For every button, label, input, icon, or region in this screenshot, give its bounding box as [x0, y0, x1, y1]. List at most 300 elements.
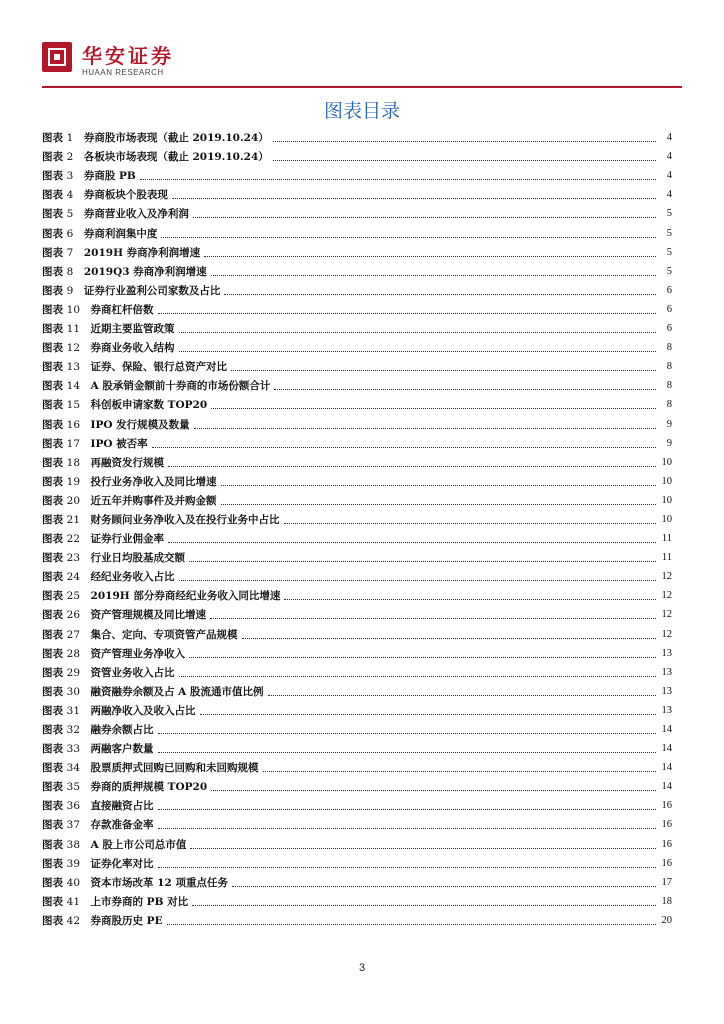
toc-figure-title: 资本市场改革 12 项重点任务	[90, 876, 228, 889]
toc-dot-leader	[221, 484, 656, 486]
toc-page-number: 12	[661, 609, 672, 621]
toc-figure-number: 6	[66, 227, 74, 240]
toc-figure-word: 图表	[42, 819, 63, 832]
toc-entry-label	[42, 570, 175, 584]
toc-entry-label	[42, 799, 154, 813]
toc-dot-leader	[152, 446, 656, 448]
toc-figure-title: 各板块市场表现（截止 2019.10.24）	[83, 151, 269, 164]
toc-figure-number: 9	[66, 284, 74, 297]
toc-figure-number: 23	[66, 552, 81, 565]
toc-dot-leader	[263, 770, 656, 772]
toc-entry[interactable]	[42, 145, 672, 164]
toc-page-number: 11	[661, 552, 672, 564]
toc-figure-title: 近五年并购事件及并购金额	[90, 494, 217, 507]
toc-entry-label	[42, 513, 280, 527]
toc-figure-word: 图表	[42, 246, 63, 259]
toc-page-number: 16	[661, 800, 672, 812]
toc-dot-leader	[284, 522, 656, 524]
toc-figure-title: 券商营业收入及净利润	[83, 208, 189, 221]
toc-figure-number: 11	[66, 323, 81, 336]
toc-entry-label	[42, 551, 185, 565]
toc-dot-leader	[158, 732, 656, 734]
toc-entry-label	[42, 303, 154, 317]
toc-figure-title: 行业日均股基成交额	[90, 552, 186, 565]
toc-dot-leader	[231, 369, 656, 371]
toc-page-number: 8	[666, 399, 672, 411]
toc-entry-label	[42, 475, 217, 489]
toc-dot-leader	[242, 637, 656, 639]
toc-figure-word: 图表	[42, 666, 63, 679]
toc-figure-word: 图表	[42, 361, 63, 374]
toc-entry[interactable]	[42, 871, 672, 890]
toc-figure-title: 证券行业佣金率	[90, 533, 165, 546]
toc-figure-word: 图表	[42, 895, 63, 908]
toc-page-number: 16	[661, 819, 672, 831]
toc-figure-number: 29	[66, 666, 81, 679]
toc-figure-title: 券商股 PB	[83, 170, 136, 183]
toc-entry-label	[42, 628, 238, 642]
toc-entry[interactable]	[42, 279, 672, 298]
toc-figure-number: 4	[66, 189, 74, 202]
toc-figure-number: 14	[66, 380, 81, 393]
toc-figure-title: 上市券商的 PB 对比	[90, 895, 189, 908]
toc-figure-word: 图表	[42, 781, 63, 794]
toc-figure-number: 32	[66, 724, 81, 736]
toc-dot-leader	[179, 579, 656, 581]
toc-page-number: 16	[661, 838, 672, 850]
toc-figure-title: 券商板块个股表现	[83, 189, 168, 202]
toc-figure-title: 资产管理业务净收入	[90, 647, 186, 660]
toc-figure-title: 2019H 券商净利润增速	[83, 246, 201, 259]
toc-figure-word: 图表	[42, 647, 63, 660]
toc-figure-number: 39	[66, 857, 81, 870]
toc-page-number: 4	[666, 151, 672, 163]
toc-entry-label	[42, 207, 189, 221]
toc-entry-label	[42, 666, 175, 680]
toc-entry[interactable]	[42, 642, 672, 661]
toc-entry[interactable]	[42, 241, 672, 260]
toc-figure-number: 16	[66, 418, 81, 431]
toc-figure-title: 存款准备金率	[90, 819, 154, 832]
toc-page-number: 13	[661, 666, 672, 678]
toc-entry-label	[42, 398, 207, 412]
toc-dot-leader	[168, 541, 656, 543]
toc-dot-leader	[211, 789, 656, 791]
toc-dot-leader	[190, 847, 656, 849]
toc-dot-leader	[268, 694, 657, 696]
toc-figure-word: 图表	[42, 151, 63, 164]
toc-figure-number: 33	[66, 743, 81, 756]
toc-entry[interactable]	[42, 794, 672, 813]
toc-figure-title: 2019H 部分券商经纪业务收入同比增速	[90, 590, 281, 603]
toc-figure-number: 15	[66, 399, 81, 412]
toc-entry-label	[42, 246, 200, 260]
toc-figure-title: 2019Q3 券商净利润增速	[83, 265, 207, 278]
toc-entry-label	[42, 704, 196, 718]
toc-entry-label	[42, 647, 185, 661]
toc-entry[interactable]	[42, 508, 672, 527]
toc-dot-leader	[161, 236, 656, 238]
toc-page-number: 8	[666, 380, 672, 392]
toc-entry[interactable]	[42, 584, 672, 603]
toc-entry[interactable]	[42, 737, 672, 756]
toc-entry-label	[42, 437, 148, 451]
toc-page-number: 8	[666, 342, 672, 354]
toc-dot-leader	[168, 465, 656, 467]
toc-figure-word: 图表	[42, 838, 63, 851]
toc-dot-leader	[284, 598, 656, 600]
toc-figure-number: 10	[66, 303, 81, 316]
toc-page-number: 14	[661, 762, 672, 774]
toc-figure-number: 36	[66, 800, 81, 813]
toc-entry[interactable]	[42, 489, 672, 508]
toc-entry[interactable]	[42, 546, 672, 565]
toc-figure-title: 证券化率对比	[90, 857, 154, 870]
toc-page-number: 10	[661, 475, 672, 487]
toc-dot-leader	[273, 159, 656, 161]
toc-entry-label	[42, 188, 168, 202]
toc-entry[interactable]	[42, 432, 672, 451]
toc-entry[interactable]	[42, 164, 672, 183]
toc-figure-number: 30	[66, 685, 81, 698]
toc-page-number: 6	[666, 323, 672, 335]
toc-entry[interactable]	[42, 374, 672, 393]
toc-entry[interactable]	[42, 603, 672, 622]
toc-figure-number: 2	[66, 151, 74, 164]
toc-figure-word: 图表	[42, 456, 63, 469]
toc-figure-word: 图表	[42, 704, 63, 717]
toc-page-number: 17	[661, 876, 672, 888]
toc-figure-word: 图表	[42, 418, 63, 431]
toc-figure-title: 证券行业盈利公司家数及占比	[83, 284, 221, 297]
toc-dot-leader	[274, 388, 656, 390]
toc-figure-number: 18	[66, 456, 81, 469]
toc-figure-title: 科创板申请家数 TOP20	[90, 399, 208, 412]
toc-dot-leader	[210, 617, 656, 619]
toc-entry[interactable]	[42, 565, 672, 584]
toc-entry-label	[42, 341, 175, 355]
toc-page-number: 10	[661, 494, 672, 506]
brand-name-cn: 华安证券	[82, 44, 174, 68]
toc-figure-title: IPO 发行规模及数量	[90, 418, 190, 431]
toc-figure-title: 集合、定向、专项资管产品规模	[90, 628, 238, 641]
toc-figure-number: 38	[66, 838, 81, 851]
toc-figure-word: 图表	[42, 208, 63, 221]
toc-page-number: 12	[661, 571, 672, 583]
toc-page-number: 11	[661, 533, 672, 545]
toc-figure-title: 券商业务收入结构	[90, 342, 175, 355]
toc-entry-label	[42, 838, 186, 852]
toc-figure-title: 券商股历史 PE	[90, 914, 163, 927]
toc-dot-leader	[221, 503, 656, 505]
toc-figure-title: 直接融资占比	[90, 800, 154, 813]
toc-dot-leader	[172, 197, 656, 199]
toc-entry[interactable]	[42, 202, 672, 221]
page-title: 图表目录	[323, 100, 400, 122]
toc-figure-title: IPO 被否率	[90, 437, 148, 450]
toc-dot-leader	[158, 827, 656, 829]
toc-entry-label	[42, 379, 270, 393]
toc-entry-label	[42, 418, 190, 432]
toc-figure-word: 图表	[42, 513, 63, 526]
toc-figure-word: 图表	[42, 132, 63, 145]
toc-figure-title: 股票质押式回购已回购和未回购规模	[90, 762, 259, 775]
toc-page-number: 5	[666, 265, 672, 277]
toc-figure-number: 3	[66, 170, 74, 183]
toc-figure-title: 资管业务收入占比	[90, 666, 175, 679]
toc-entry[interactable]	[42, 470, 672, 489]
toc-figure-word: 图表	[42, 876, 63, 889]
toc-figure-word: 图表	[42, 265, 63, 278]
toc-page-number: 13	[661, 704, 672, 716]
toc-figure-title: A 股上市公司总市值	[90, 838, 187, 851]
toc-page-number: 14	[661, 781, 672, 793]
toc-figure-word: 图表	[42, 494, 63, 507]
toc-page-number: 20	[661, 914, 672, 926]
brand-name-en: HUAAN RESEARCH	[82, 68, 164, 77]
toc-figure-number: 17	[66, 437, 81, 450]
toc-dot-leader	[224, 293, 656, 295]
table-of-figures	[42, 126, 672, 928]
toc-figure-word: 图表	[42, 399, 63, 412]
toc-dot-leader	[211, 407, 656, 409]
toc-entry-label	[42, 857, 154, 871]
toc-figure-word: 图表	[42, 914, 63, 927]
toc-dot-leader	[158, 751, 656, 753]
toc-entry[interactable]	[42, 451, 672, 470]
toc-page-number: 5	[666, 208, 672, 220]
toc-figure-word: 图表	[42, 724, 63, 736]
toc-figure-title: 资产管理规模及同比增速	[90, 609, 207, 622]
toc-page-number: 4	[666, 189, 672, 201]
toc-figure-word: 图表	[42, 437, 63, 450]
toc-figure-number: 26	[66, 609, 81, 622]
toc-figure-number: 24	[66, 571, 81, 584]
toc-figure-word: 图表	[42, 590, 63, 603]
toc-figure-word: 图表	[42, 609, 63, 622]
toc-page-number: 9	[666, 418, 672, 430]
toc-entry[interactable]	[42, 756, 672, 775]
toc-page-number: 5	[666, 227, 672, 239]
toc-entry[interactable]	[42, 260, 672, 279]
huaan-logo-icon	[42, 42, 72, 72]
toc-page-number: 6	[666, 284, 672, 296]
toc-figure-number: 7	[66, 246, 74, 259]
toc-entry-label	[42, 150, 269, 164]
toc-entry-label	[42, 360, 227, 374]
toc-figure-number: 34	[66, 762, 81, 775]
toc-figure-number: 40	[66, 876, 81, 889]
toc-entry-label	[42, 227, 157, 241]
toc-figure-number: 27	[66, 628, 81, 641]
toc-figure-title: 再融资发行规模	[90, 456, 165, 469]
toc-figure-word: 图表	[42, 685, 63, 698]
toc-page-number: 6	[666, 303, 672, 315]
toc-entry-label	[42, 780, 207, 794]
toc-figure-title: 财务顾问业务净收入及在投行业务中占比	[90, 513, 280, 526]
toc-entry-label	[42, 322, 175, 336]
toc-dot-leader	[194, 427, 656, 429]
toc-dot-leader	[179, 331, 656, 333]
toc-page-number: 14	[661, 743, 672, 755]
toc-page-number: 12	[661, 590, 672, 602]
page-header	[42, 40, 682, 82]
toc-figure-word: 图表	[42, 552, 63, 565]
toc-figure-number: 21	[66, 513, 81, 526]
toc-page-number: 18	[661, 895, 672, 907]
toc-entry-label	[42, 723, 154, 737]
toc-entry[interactable]	[42, 527, 672, 546]
toc-entry[interactable]	[42, 813, 672, 832]
toc-entry[interactable]	[42, 661, 672, 680]
toc-figure-number: 42	[66, 914, 81, 927]
toc-figure-word: 图表	[42, 571, 63, 584]
header-divider	[42, 86, 682, 88]
toc-figure-number: 19	[66, 475, 81, 488]
toc-entry-label	[42, 494, 217, 508]
toc-entry-label	[42, 876, 228, 890]
toc-dot-leader	[140, 178, 656, 180]
toc-entry[interactable]	[42, 336, 672, 355]
toc-entry-label	[42, 589, 280, 603]
toc-figure-title: 投行业务净收入及同比增速	[90, 475, 217, 488]
toc-figure-number: 13	[66, 361, 81, 374]
toc-dot-leader	[158, 866, 656, 868]
toc-entry[interactable]	[42, 221, 672, 240]
toc-figure-word: 图表	[42, 628, 63, 641]
toc-figure-title: 两融客户数量	[90, 743, 154, 756]
toc-figure-number: 1	[66, 132, 74, 145]
toc-figure-number: 12	[66, 342, 81, 355]
toc-figure-word: 图表	[42, 743, 63, 756]
toc-figure-number: 25	[66, 590, 81, 603]
toc-figure-word: 图表	[42, 533, 63, 546]
toc-entry[interactable]	[42, 317, 672, 336]
toc-figure-number: 35	[66, 781, 81, 794]
toc-entry-label	[42, 761, 259, 775]
toc-figure-title: 经纪业务收入占比	[90, 571, 175, 584]
toc-figure-number: 5	[66, 208, 74, 221]
toc-figure-word: 图表	[42, 170, 63, 183]
toc-dot-leader	[158, 312, 656, 314]
toc-dot-leader	[273, 140, 656, 142]
toc-entry-label	[42, 532, 164, 546]
toc-figure-word: 图表	[42, 380, 63, 393]
toc-figure-number: 31	[66, 704, 81, 717]
toc-dot-leader	[189, 656, 656, 658]
toc-page-number: 12	[661, 628, 672, 640]
toc-dot-leader	[200, 713, 656, 715]
toc-dot-leader	[167, 923, 656, 925]
toc-entry-label	[42, 818, 154, 832]
toc-entry[interactable]	[42, 126, 672, 145]
toc-entry[interactable]	[42, 393, 672, 412]
toc-figure-number: 8	[66, 265, 74, 278]
toc-dot-leader	[192, 904, 656, 906]
toc-dot-leader	[189, 560, 656, 562]
toc-entry[interactable]	[42, 298, 672, 317]
toc-dot-leader	[158, 808, 656, 810]
toc-entry-label	[42, 895, 188, 909]
toc-dot-leader	[211, 274, 656, 276]
toc-entry-label	[42, 131, 269, 145]
toc-figure-word: 图表	[42, 189, 63, 202]
toc-figure-number: 22	[66, 533, 81, 546]
page-number: 3	[358, 962, 366, 974]
toc-entry-label	[42, 284, 220, 298]
toc-entry[interactable]	[42, 832, 672, 851]
toc-figure-word: 图表	[42, 342, 63, 355]
toc-figure-number: 20	[66, 494, 81, 507]
toc-figure-word: 图表	[42, 800, 63, 813]
toc-entry-label	[42, 456, 164, 470]
toc-dot-leader	[193, 216, 656, 218]
toc-figure-word: 图表	[42, 475, 63, 488]
toc-figure-number: 41	[66, 895, 81, 908]
toc-entry[interactable]	[42, 412, 672, 431]
toc-entry-label	[42, 914, 163, 928]
toc-entry-label	[42, 685, 264, 699]
toc-entry-label	[42, 169, 136, 183]
toc-figure-word: 图表	[42, 857, 63, 870]
toc-figure-title: 证券、保险、银行总资产对比	[90, 361, 228, 374]
toc-entry[interactable]	[42, 355, 672, 374]
toc-page-number: 4	[666, 170, 672, 182]
toc-figure-title: A 股承销金额前十券商的市场份额合计	[90, 380, 271, 393]
toc-figure-title: 券商的质押规模 TOP20	[90, 781, 208, 794]
toc-dot-leader	[179, 350, 656, 352]
toc-figure-title: 两融净收入及收入占比	[90, 704, 196, 717]
toc-page-number: 9	[666, 437, 672, 449]
toc-entry[interactable]	[42, 680, 672, 699]
toc-entry[interactable]	[42, 852, 672, 871]
toc-entry[interactable]	[42, 699, 672, 718]
toc-figure-word: 图表	[42, 227, 63, 240]
toc-entry[interactable]	[42, 909, 672, 928]
toc-dot-leader	[204, 255, 656, 257]
toc-page-number: 8	[666, 361, 672, 373]
toc-dot-leader	[232, 885, 656, 887]
toc-page-number: 4	[666, 132, 672, 144]
toc-figure-number: 37	[66, 819, 81, 832]
toc-page-number: 10	[661, 456, 672, 468]
toc-dot-leader	[179, 675, 656, 677]
toc-figure-title: 融券余额占比	[90, 724, 154, 736]
toc-figure-number: 28	[66, 647, 81, 660]
toc-figure-title: 券商杠杆倍数	[90, 303, 154, 316]
toc-figure-title: 券商股市场表现（截止 2019.10.24）	[83, 132, 269, 145]
toc-page-number: 14	[661, 724, 672, 735]
toc-figure-title: 融资融券余额及占 A 股流通市值比例	[90, 685, 264, 698]
toc-entry[interactable]	[42, 718, 672, 737]
toc-figure-title: 券商利润集中度	[83, 227, 158, 240]
toc-page-number: 13	[661, 685, 672, 697]
toc-figure-title: 近期主要监管政策	[90, 323, 175, 336]
toc-entry-label	[42, 742, 154, 756]
toc-figure-word: 图表	[42, 303, 63, 316]
toc-entry-label	[42, 608, 206, 622]
toc-page-number: 5	[666, 246, 672, 258]
toc-figure-word: 图表	[42, 284, 63, 297]
toc-entry[interactable]	[42, 890, 672, 909]
toc-entry[interactable]	[42, 183, 672, 202]
toc-page-number: 10	[661, 513, 672, 525]
toc-page-number: 13	[661, 647, 672, 659]
toc-page-number: 16	[661, 857, 672, 869]
toc-entry[interactable]	[42, 622, 672, 641]
toc-entry[interactable]	[42, 775, 672, 794]
toc-figure-word: 图表	[42, 762, 63, 775]
